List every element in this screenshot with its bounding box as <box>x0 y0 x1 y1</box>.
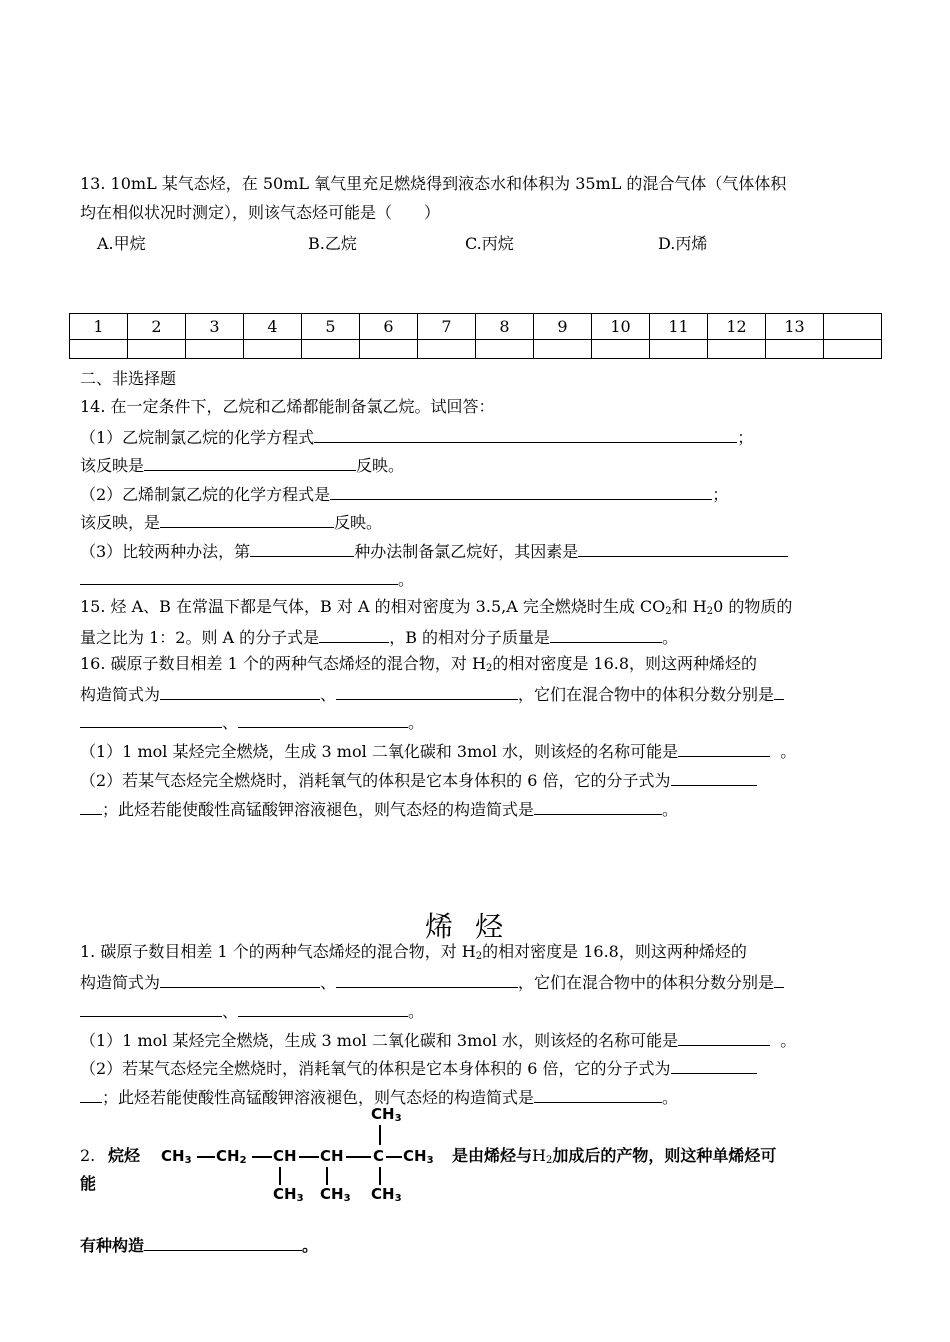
answer-header: 5 <box>302 314 360 340</box>
answer-blank[interactable] <box>330 482 712 500</box>
answer-cell[interactable] <box>650 340 708 359</box>
item1-sub: 2 <box>475 951 483 962</box>
item2-number: 2. <box>80 1146 96 1165</box>
answer-cell[interactable] <box>592 340 650 359</box>
q16-text-c: 构造简式为 <box>80 685 161 704</box>
item2-sub: 2 <box>545 1155 553 1166</box>
q14-part2-text: （2）乙烯制氯乙烷的化学方程式是 <box>80 485 331 504</box>
q16-text-e: ，它们在混合物中的体积分数分别是 <box>518 685 775 704</box>
bond-horizontal <box>346 1156 371 1158</box>
bond-horizontal <box>252 1156 272 1158</box>
q16-sub2-end: 。 <box>662 800 679 819</box>
q15-text-e: ，B 的相对分子质量是 <box>389 628 551 647</box>
q16-text-d: 、 <box>320 685 337 704</box>
answer-blank[interactable] <box>534 1085 662 1103</box>
q14-part2b-post: 反映。 <box>334 513 383 532</box>
q16-line1 <box>80 653 757 675</box>
q15-sub: 2 <box>706 606 714 617</box>
formula-ch-2: CH <box>320 1147 344 1165</box>
formula-ch3-branch: $CH_3$ <box>371 1185 402 1204</box>
q14-part3-mid: 种办法制备氯乙烷好，其因素是 <box>354 542 579 561</box>
answer-header: 4 <box>244 314 302 340</box>
q16-text-f: 、 <box>222 713 239 732</box>
answer-blank[interactable] <box>160 682 320 700</box>
item1-sub1 <box>80 1028 796 1052</box>
answer-blank[interactable] <box>160 510 334 528</box>
answer-blank[interactable] <box>534 797 662 815</box>
item1-text-d: 、 <box>320 973 337 992</box>
answer-blank[interactable] <box>336 682 518 700</box>
answer-blank[interactable] <box>238 710 408 728</box>
item2-last-text: 有种构造 <box>80 1236 145 1255</box>
item1-text-e: ，它们在混合物中的体积分数分别是 <box>518 973 775 992</box>
answer-blank[interactable] <box>578 539 788 557</box>
q16-sub2-text: （2）若某气态烃完全燃烧时，消耗氧气的体积是它本身体积的 6 倍，它的分子式为 <box>80 771 671 790</box>
q16-sub2 <box>80 768 757 792</box>
answer-header: 6 <box>360 314 418 340</box>
answer-blank[interactable] <box>80 567 398 585</box>
q14-part2-end: ； <box>712 485 729 504</box>
answer-cell[interactable] <box>70 340 128 359</box>
answer-header: 12 <box>708 314 766 340</box>
item2-h: H <box>532 1146 546 1165</box>
answer-cell[interactable] <box>186 340 244 359</box>
option-c: C.丙烷 <box>465 234 514 253</box>
answer-table <box>69 313 882 359</box>
answer-header: 3 <box>186 314 244 340</box>
answer-header <box>824 314 882 340</box>
q16-sub1 <box>80 739 796 763</box>
q16-sub2b <box>80 797 678 821</box>
item1-text-a: 碳原子数目相差 1 个的两种气态烯烃的混合物，对 H <box>100 942 476 961</box>
q15-line2 <box>80 625 678 649</box>
q14-part3b <box>80 567 414 591</box>
q16-line2 <box>80 682 784 706</box>
q16-sub: 2 <box>485 663 493 674</box>
item1-sub2-text: （2）若某气态烃完全燃烧时，消耗氧气的体积是它本身体积的 6 倍，它的分子式为 <box>80 1059 671 1078</box>
item1-text-f: 、 <box>222 1002 239 1021</box>
answer-blank[interactable] <box>238 999 408 1017</box>
q15-text-c: 0 的物质的 <box>713 597 793 616</box>
q16-text-b: 的相对密度是 16.8，则这两种烯烃的 <box>492 654 758 673</box>
option-d: D.丙烯 <box>658 234 708 253</box>
answer-cell[interactable] <box>534 340 592 359</box>
q16-sub2-text-b: ；此烃若能使酸性高锰酸钾溶液褪色，则气态烃的构造简式是 <box>102 800 535 819</box>
answer-blank[interactable] <box>336 970 518 988</box>
q14-part3-end: 。 <box>398 570 415 589</box>
answer-cell[interactable] <box>766 340 824 359</box>
q13-line2: 均在相似状况时测定），则该气态烃可能是（ ） <box>80 203 441 222</box>
q15-line1 <box>80 596 792 618</box>
answer-cell[interactable] <box>476 340 534 359</box>
bond-vertical <box>379 1167 381 1185</box>
q14-part3-pre: （3）比较两种办法，第 <box>80 542 251 561</box>
q15-text-d: 量之比为 1：2。则 A 的分子式是 <box>80 628 320 647</box>
answer-blank[interactable] <box>671 768 757 786</box>
option-b: B.乙烷 <box>308 234 357 253</box>
answer-blank[interactable] <box>678 1028 770 1046</box>
answer-cell[interactable] <box>244 340 302 359</box>
q14-part1-text: （1）乙烷制氯乙烷的化学方程式 <box>80 428 315 447</box>
item2-mid-text: 是由烯烃与 <box>452 1146 533 1165</box>
q16-sub1-text: （1）1 mol 某烃完全燃烧，生成 3 mol 二氧化碳和 3mol 水，则该烃的名称可能是 <box>80 742 679 761</box>
q14-part1b <box>80 453 404 477</box>
formula-ch-1: CH <box>273 1147 297 1165</box>
item1-line2 <box>80 970 784 994</box>
formula-ch3-left: $CH_3$ <box>161 1147 192 1166</box>
q14-part1b-pre: 该反映是 <box>80 456 145 475</box>
q14-part2 <box>80 482 728 506</box>
bond-vertical <box>326 1167 328 1185</box>
answer-blank[interactable] <box>671 1056 757 1074</box>
q14-part2b-pre: 该反映，是 <box>80 513 161 532</box>
q14-stem: 14. 在一定条件下，乙烷和乙烯都能制备氯乙烷。试回答： <box>80 397 495 416</box>
answer-blank[interactable] <box>774 970 784 988</box>
item1-sub2-text-b: ；此烃若能使酸性高锰酸钾溶液褪色，则气态烃的构造简式是 <box>102 1088 535 1107</box>
answer-blank[interactable] <box>250 539 354 557</box>
structural-formula <box>155 1105 445 1205</box>
answer-blank[interactable] <box>80 1085 102 1103</box>
option-a: A.甲烷 <box>97 234 146 253</box>
answer-header: 10 <box>592 314 650 340</box>
answer-header: 7 <box>418 314 476 340</box>
answer-cell[interactable] <box>418 340 476 359</box>
section-heading: 二、非选择题 <box>80 369 177 388</box>
q15-text-f: 。 <box>662 628 679 647</box>
answer-header: 1 <box>70 314 128 340</box>
answer-cell[interactable] <box>824 340 882 359</box>
q14-part1b-post: 反映。 <box>356 456 405 475</box>
answer-header: 2 <box>128 314 186 340</box>
formula-ch3-branch: $CH_3$ <box>273 1185 304 1204</box>
section-title: 烯烃 <box>424 910 525 943</box>
answer-blank[interactable] <box>80 797 102 815</box>
answer-header: 11 <box>650 314 708 340</box>
item1-sub1-text: （1）1 mol 某烃完全燃烧，生成 3 mol 二氧化碳和 3mol 水，则该烃的名称可能是 <box>80 1031 679 1050</box>
item1-text-g: 。 <box>408 1002 425 1021</box>
q15-text-b: 和 H <box>671 597 707 616</box>
answer-blank[interactable] <box>160 970 320 988</box>
item2-last-end: 。 <box>302 1236 319 1255</box>
answer-blank[interactable] <box>144 1233 302 1251</box>
q14-part1-end: ； <box>737 428 754 447</box>
item2-last <box>80 1233 318 1257</box>
formula-ch3-top: $CH_3$ <box>371 1105 402 1124</box>
bond-horizontal <box>299 1156 319 1158</box>
item1-number: 1. <box>80 942 101 961</box>
answer-cell[interactable] <box>708 340 766 359</box>
item1-sub2-end: 。 <box>662 1088 679 1107</box>
item1-sub2 <box>80 1056 757 1080</box>
item2-post: 加成后的产物，则这种单烯烃可 <box>552 1146 777 1165</box>
formula-ch2: $CH_2$ <box>216 1147 247 1166</box>
answer-blank[interactable] <box>314 425 737 443</box>
q16-sub1-end: 。 <box>780 742 797 761</box>
item1-text-c: 构造简式为 <box>80 973 161 992</box>
q14-part2b <box>80 510 382 534</box>
answer-blank[interactable] <box>774 682 784 700</box>
answer-blank[interactable] <box>80 999 222 1017</box>
q15-text-a: 15. 烃 A、B 在常温下都是气体，B 对 A 的相对密度为 3.5,A 完全燃烧时生成 CO <box>80 597 666 616</box>
answer-blank[interactable] <box>678 739 770 757</box>
formula-ch3-right: $CH_3$ <box>403 1147 434 1166</box>
item2-mid <box>452 1145 776 1167</box>
answer-blank[interactable] <box>144 453 356 471</box>
answer-header: 9 <box>534 314 592 340</box>
q13-options <box>0 231 950 253</box>
item1-line1 <box>80 941 747 963</box>
answer-blank[interactable] <box>550 625 662 643</box>
q16-text-g: 。 <box>408 713 425 732</box>
answer-header: 8 <box>476 314 534 340</box>
q14-part1 <box>80 425 753 449</box>
bond-horizontal <box>386 1156 402 1158</box>
q14-part3 <box>80 539 788 563</box>
item2-cont: 能 <box>80 1174 97 1193</box>
answer-cell[interactable] <box>360 340 418 359</box>
item1-text-b: 的相对密度是 16.8，则这两种烯烃的 <box>482 942 747 961</box>
answer-header: 13 <box>766 314 824 340</box>
bond-horizontal <box>197 1156 215 1158</box>
item1-line3 <box>80 999 424 1023</box>
q16-text-a: 碳原子数目相差 1 个的两种气态烯烃的混合物，对 H <box>110 654 486 673</box>
answer-blank[interactable] <box>319 625 389 643</box>
answer-blank[interactable] <box>80 710 222 728</box>
q15-sub: 2 <box>665 606 672 617</box>
bond-vertical <box>279 1167 281 1185</box>
q16-line3 <box>80 710 424 734</box>
item2-pre: 烷烃 <box>108 1146 141 1165</box>
item1-sub1-end: 。 <box>780 1031 797 1050</box>
q16-number: 16. <box>80 654 111 673</box>
bond-vertical <box>379 1125 381 1145</box>
formula-c: C <box>373 1147 385 1165</box>
formula-ch3-branch: $CH_3$ <box>320 1185 351 1204</box>
q13-line1: 13. 10mL 某气态烃，在 50mL 氧气里充足燃烧得到液态水和体积为 35mL 的混合气体（气体体积 <box>80 174 787 193</box>
answer-cell[interactable] <box>302 340 360 359</box>
answer-cell[interactable] <box>128 340 186 359</box>
